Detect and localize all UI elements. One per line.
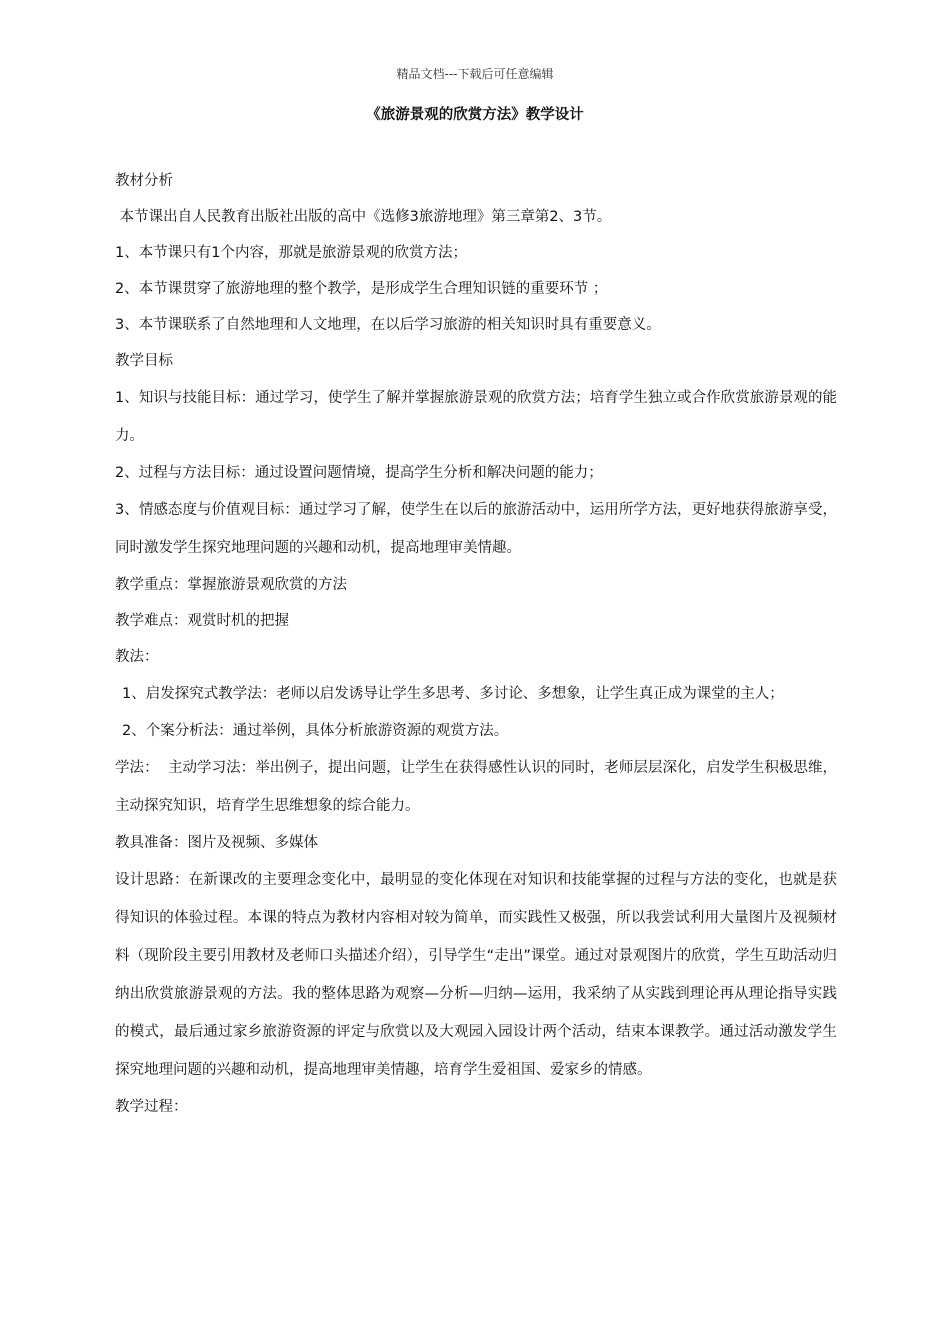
document-body — [115, 163, 837, 1125]
heading-teaching-process: 教学过程： — [115, 1099, 188, 1115]
document-title: 《旅游景观的欣赏方法》教学设计 — [366, 107, 584, 123]
paragraph-goal-3: 3、情感态度与价值观目标：通过学习了解，使学生在以后的旅游活动中，运用所学方法，更好地获得旅游享受，同时激发学生探究地理问题的兴趣和动机，提高地理审美情趣。 — [115, 502, 837, 556]
paragraph-point-1: 1、本节课只有1个内容，那就是旅游景观的欣赏方法； — [115, 245, 467, 261]
paragraph-point-3: 3、本节课联系了自然地理和人文地理，在以后学习旅游的相关知识时具有重要意义。 — [115, 317, 661, 333]
heading-textbook-analysis: 教材分析 — [115, 173, 173, 189]
paragraph-teaching-aids: 教具准备：图片及视频、多媒体 — [115, 835, 318, 851]
paragraph-point-2: 2、本节课贯穿了旅游地理的整个教学，是形成学生合理知识链的重要环节 ； — [115, 281, 608, 297]
heading-teaching-methods: 教法： — [115, 649, 159, 665]
heading-teaching-goals: 教学目标 — [115, 353, 173, 369]
paragraph-difficult-point: 教学难点：观赏时机的把握 — [115, 613, 289, 629]
paragraph-key-point: 教学重点：掌握旅游景观欣赏的方法 — [115, 577, 347, 593]
paragraph-source: 本节课出自人民教育出版社出版的高中《选修3旅游地理》第三章第2、3节。 — [115, 209, 612, 225]
paragraph-design-idea: 设计思路：在新课改的主要理念变化中，最明显的变化体现在对知识和技能掌握的过程与方法的变化，也就是获得知识的体验过程。本课的特点为教材内容相对较为简单，而实践性又极强，所以我尝试利用大量图片及视频材料（现阶段主要引用教材及老师口头描述介绍），引导学生“走出”课堂。通过对景观图片的欣赏，学生互助活动归纳出欣赏旅游景观的方法。我的整体思路为观察—分析—归纳—运用，我采纳了从实践到理论再从理论指导实践的模式，最后通过家乡旅游资源的评定与欣赏以及大观园入园设计两个活动，结束本课教学。通过活动激发学生探究地理问题的兴趣和动机，提高地理审美情趣，培育学生爱祖国、爱家乡的情感。 — [115, 872, 837, 1078]
paragraph-method-2: 2、个案分析法：通过举例，具体分析旅游资源的观赏方法。 — [122, 723, 509, 739]
paragraph-goal-2: 2、过程与方法目标：通过设置问题情境，提高学生分析和解决问题的能力； — [115, 465, 603, 481]
paragraph-method-1: 1、启发探究式教学法：老师以启发诱导让学生多思考、多讨论、多想象，让学生真正成为课堂的主人； — [122, 686, 784, 702]
page-header: 精品文档---下载后可任意编辑 — [396, 67, 554, 81]
paragraph-goal-1: 1、知识与技能目标：通过学习，使学生了解并掌握旅游景观的欣赏方法；培育学生独立或合作欣赏旅游景观的能力。 — [115, 390, 837, 444]
paragraph-learning-method: 学法： 主动学习法：举出例子，提出问题，让学生在获得感性认识的同时，老师层层深化，启发学生积极思维，主动探究知识，培育学生思维想象的综合能力。 — [115, 760, 837, 814]
